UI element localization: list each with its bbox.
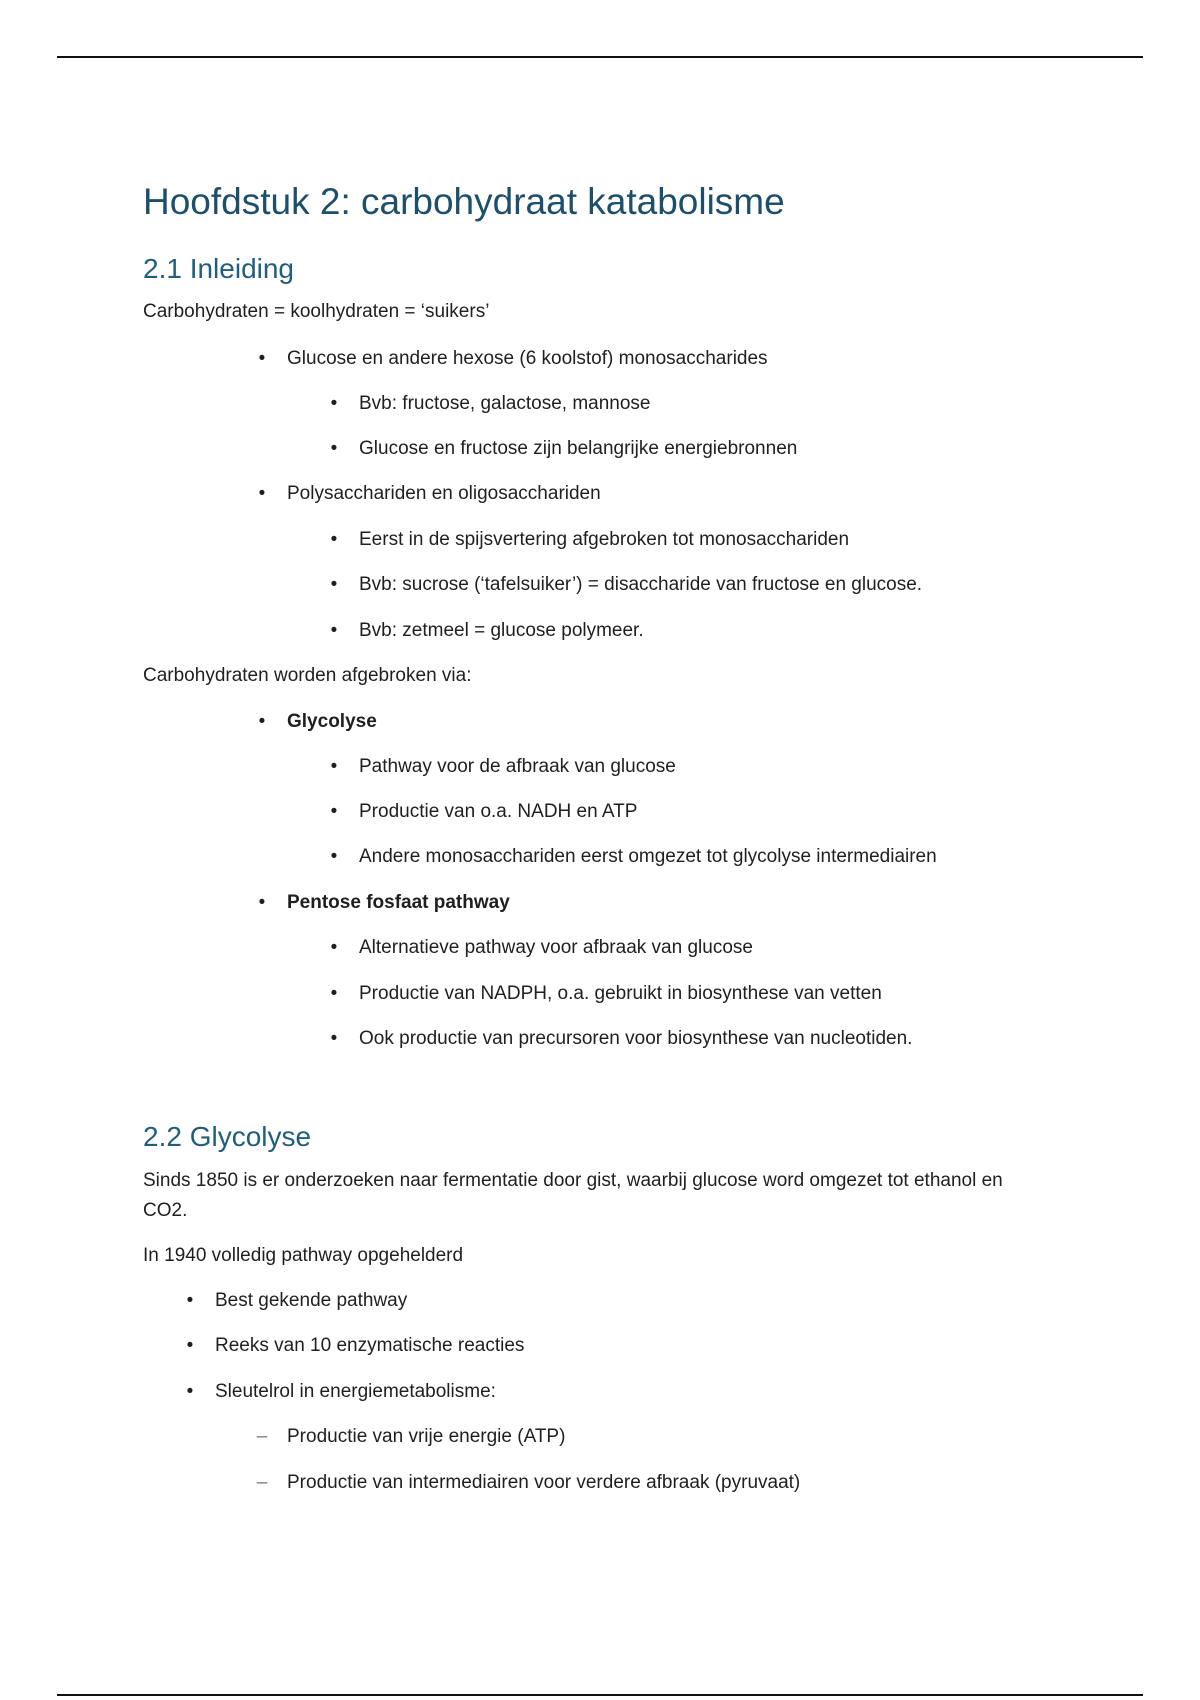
list-item-text: Pathway voor de afbraak van glucose	[359, 756, 676, 777]
bullet-icon: •	[258, 483, 266, 504]
bullet-icon: •	[330, 846, 338, 867]
bullet-icon: •	[186, 1381, 194, 1402]
list-item-text: Ook productie van precursoren voor biosynthese van nucleotiden.	[359, 1028, 913, 1049]
list-item	[256, 1471, 801, 1495]
dash-icon: –	[256, 1472, 268, 1493]
list-item-text: Bvb: zetmeel = glucose polymeer.	[359, 620, 644, 641]
list-item	[186, 1334, 525, 1358]
list-item	[256, 1425, 566, 1449]
bullet-icon: •	[330, 620, 338, 641]
list-item	[258, 482, 601, 506]
pathway-name: Pentose fosfaat pathway	[287, 892, 510, 913]
list-item-text: Productie van o.a. NADH en ATP	[359, 801, 638, 822]
pathway-name: Glycolyse	[287, 711, 377, 732]
section-heading-glycolyse: 2.2 Glycolyse	[143, 1121, 312, 1152]
list-item-text: Productie van intermediairen voor verdere afbraak (pyruvaat)	[287, 1472, 801, 1493]
dash-icon: –	[256, 1426, 268, 1447]
bullet-icon: •	[330, 756, 338, 777]
list-item-text: Reeks van 10 enzymatische reacties	[215, 1335, 525, 1356]
history-paragraph: Sinds 1850 is er onderzoeken naar fermentatie door gist, waarbij glucose word omgezet tot ethanol en CO2.	[143, 1170, 1003, 1221]
list-item	[330, 528, 850, 552]
list-item	[330, 392, 651, 416]
bottom-divider	[57, 1694, 1143, 1696]
list-item	[186, 1380, 496, 1404]
list-item	[186, 1289, 408, 1313]
list-item-text: Productie van vrije energie (ATP)	[287, 1426, 566, 1447]
bullet-icon: •	[186, 1335, 194, 1356]
list-item	[330, 845, 937, 869]
list-item	[330, 982, 882, 1006]
list-item-text: Glucose en andere hexose (6 koolstof) monosaccharides	[287, 348, 768, 369]
list-item-text: Sleutelrol in energiemetabolisme:	[215, 1381, 496, 1402]
list-item	[258, 710, 377, 734]
list-item-text: Polysacchariden en oligosacchariden	[287, 483, 601, 504]
list-item-text: Glucose en fructose zijn belangrijke energiebronnen	[359, 438, 798, 459]
list-item-text: Eerst in de spijsvertering afgebroken tot monosacchariden	[359, 529, 850, 550]
list-item	[330, 936, 753, 960]
bullet-icon: •	[330, 574, 338, 595]
bullet-icon: •	[330, 393, 338, 414]
bullet-icon: •	[258, 711, 266, 732]
bullet-icon: •	[258, 892, 266, 913]
list-item	[330, 1027, 913, 1051]
section-heading-inleiding: 2.1 Inleiding	[143, 253, 295, 284]
list-item	[330, 573, 923, 597]
list-item-text: Bvb: sucrose (‘tafelsuiker’) = disaccharide van fructose en glucose.	[359, 574, 923, 595]
bullet-icon: •	[330, 937, 338, 958]
discovery-paragraph: In 1940 volledig pathway opgehelderd	[143, 1245, 464, 1266]
list-item-text: Bvb: fructose, galactose, mannose	[359, 393, 651, 414]
bullet-icon: •	[330, 983, 338, 1004]
list-item	[330, 619, 644, 643]
bullet-icon: •	[186, 1290, 194, 1311]
list-item-text: Best gekende pathway	[215, 1290, 408, 1311]
list-item-text: Alternatieve pathway voor afbraak van glucose	[359, 937, 753, 958]
list-item-text: Productie van NADPH, o.a. gebruikt in biosynthese van vetten	[359, 983, 882, 1004]
list-item	[258, 347, 768, 371]
intro-paragraph: Carbohydraten = koolhydraten = ‘suikers’	[143, 301, 490, 322]
bullet-icon: •	[258, 348, 266, 369]
list-item-text: Andere monosacchariden eerst omgezet tot glycolyse intermediairen	[359, 846, 937, 867]
bullet-icon: •	[330, 801, 338, 822]
bullet-icon: •	[330, 1028, 338, 1049]
top-divider	[57, 56, 1143, 58]
pathways-intro: Carbohydraten worden afgebroken via:	[143, 665, 472, 686]
bullet-icon: •	[330, 529, 338, 550]
list-item	[258, 891, 510, 915]
list-item	[330, 800, 638, 824]
list-item	[330, 755, 676, 779]
list-item	[330, 437, 798, 461]
chapter-title: Hoofdstuk 2: carbohydraat katabolisme	[143, 181, 785, 222]
bullet-icon: •	[330, 438, 338, 459]
